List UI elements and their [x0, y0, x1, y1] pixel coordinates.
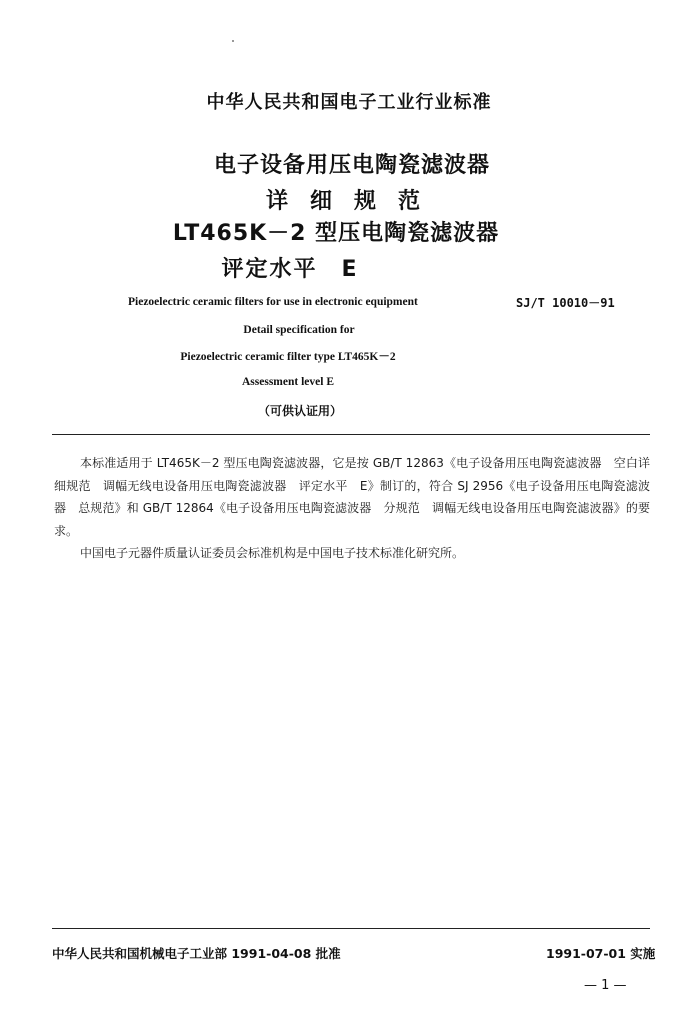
issued-by: 中华人民共和国机械电子工业部 1991-04-08 批准: [52, 946, 341, 961]
english-title-line-2: Detail specification for: [243, 324, 355, 336]
standard-type-header: 中华人民共和国电子工业行业标准: [206, 92, 492, 113]
title-line-4: 评定水平 E: [221, 257, 359, 282]
title-line-2: 详细规范: [265, 189, 442, 214]
body-paragraph-2: 中国电子元器件质量认证委员会标准机构是中国电子技术标准化研究所。: [80, 546, 465, 560]
title-line-3: LT465K－2 型压电陶瓷滤波器: [172, 221, 500, 246]
english-title-line-4: Assessment level E: [242, 376, 334, 388]
scan-speck: [232, 40, 234, 42]
english-title-line-1: Piezoelectric ceramic filters for use in electronic equipment: [128, 296, 418, 308]
title-line-1: 电子设备用压电陶瓷滤波器: [213, 153, 490, 178]
implementation-date: 1991-07-01 实施: [546, 946, 656, 961]
top-divider: [52, 434, 650, 435]
page-number: — 1 —: [584, 978, 627, 993]
bottom-divider: [52, 928, 650, 929]
standard-code: SJ/T 10010－91: [516, 296, 615, 310]
certification-note: （可供认证用）: [257, 404, 342, 418]
body-text: [54, 452, 650, 565]
body-paragraph-1: 本标准适用于 LT465K－2 型压电陶瓷滤波器，它是按 GB/T 12863《电子设备用压电陶瓷滤波器 空白详细规范 调幅无线电设备用压电陶瓷滤波器 评定水平 E》制订的，符合 SJ 2956《电子设备用压电陶瓷滤波器 总规范》和 GB/T 12864《电子设备用压电陶瓷滤波器 分规范 调幅无线电设备用压电陶瓷滤波器》的要求。: [54, 456, 650, 538]
english-title-line-3: Piezoelectric ceramic filter type LT465K－2: [180, 351, 396, 363]
